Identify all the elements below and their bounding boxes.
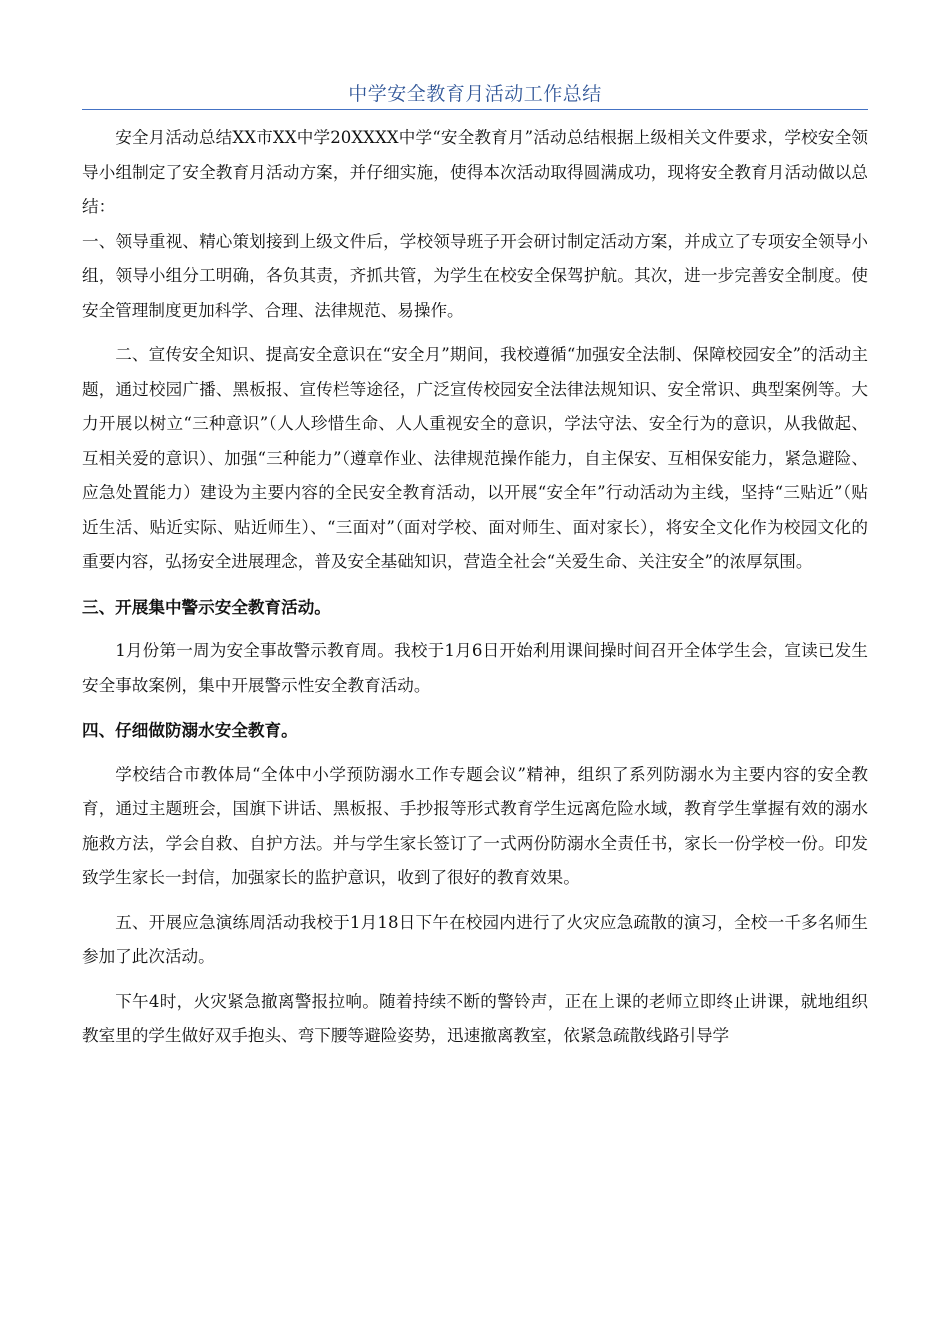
- heading-section-3: 三、开展集中警示安全教育活动。: [82, 596, 331, 617]
- heading-section-4: 四、仔细做防溺水安全教育。: [82, 720, 298, 740]
- paragraph-section-1: 一、领导重视、精心策划接到上级文件后，学校领导班子开会研讨制定活动方案，并成立了专项安全领导小组，领导小组分工明确，各负其责，齐抓共管，为学生在校安全保驾护航。其次，进一步完善安全制度。使安全管理制度更加科学、合理、法律规范、易操作。: [82, 231, 868, 320]
- paragraph-section-4: 学校结合市教体局“全体中小学预防溺水工作专题会议”精神，组织了系列防溺水为主要内容的安全教育，通过主题班会，国旗下讲话、黑板报、手抄报等形式教育学生远离危险水域，教育学生掌握有效的溺水施救方法，学会自救、自护方法。并与学生家长签订了一式两份防溺水全责任书，家长一份学校一份。印发致学生家长一封信，加强家长的监护意识，收到了很好的教育效果。: [82, 764, 868, 887]
- document-body: [82, 121, 868, 1054]
- paragraph-section-3: 1月份第一周为安全事故警示教育周。我校于1月6日开始利用课间操时间召开全体学生会，宣读已发生安全事故案例，集中开展警示性安全教育活动。: [82, 641, 868, 695]
- paragraph-intro: 安全月活动总结XX市XX中学20XXXX中学“安全教育月”活动总结根据上级相关文件要求，学校安全领导小组制定了安全教育月活动方案，并仔细实施，使得本次活动取得圆满成功，现将安全教育月活动做以总结：: [82, 128, 868, 216]
- paragraph-drill: 下午4时，火灾紧急撤离警报拉响。随着持续不断的警铃声，正在上课的老师立即终止讲课，就地组织教室里的学生做好双手抱头、弯下腰等避险姿势，迅速撤离教室，依紧急疏散线路引导学: [82, 991, 868, 1045]
- paragraph-section-5: 五、开展应急演练周活动我校于1月18日下午在校园内进行了火灾应急疏散的演习，全校一千多名师生参加了此次活动。: [82, 912, 868, 966]
- title-underline: [82, 109, 868, 110]
- document-title: 中学安全教育月活动工作总结: [348, 83, 602, 105]
- paragraph-section-2: 二、宣传安全知识、提高安全意识在“安全月”期间，我校遵循“加强安全法制、保障校园安全”的活动主题，通过校园广播、黑板报、宣传栏等途径，广泛宣传校园安全法律法规知识、安全常识、典型案例等。大力开展以树立“三种意识”（人人珍惜生命、人人重视安全的意识，学法守法、安全行为的意识，从我做起、互相关爱的意识）、加强“三种能力”（遵章作业、法律规范操作能力，自主保安、互相保安能力，紧急避险、应急处置能力）建设为主要内容的全民安全教育活动，以开展“安全年”行动活动为主线，坚持“三贴近”（贴近生活、贴近实际、贴近师生）、“三面对”（面对学校、面对师生、面对家长），将安全文化作为校园文化的重要内容，弘扬安全进展理念，普及安全基础知识，营造全社会“关爱生命、关注安全”的浓厚氛围。: [82, 345, 868, 571]
